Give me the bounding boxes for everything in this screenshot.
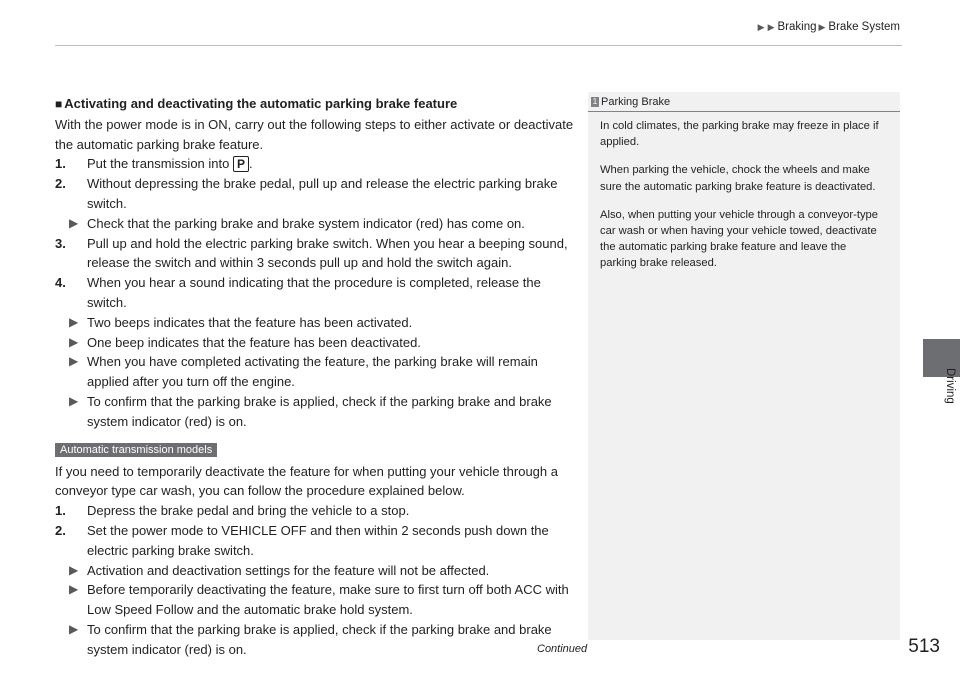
header-divider [55, 45, 902, 46]
step-substep: ▶ Check that the parking brake and brake system indicator (red) has come on. [55, 214, 575, 234]
model-badge: Automatic transmission models [55, 443, 217, 457]
step-item: 2. Without depressing the brake pedal, pull up and release the electric parking brake switch. [55, 176, 558, 211]
sidebar-paragraph: Also, when putting your vehicle through a conveyor-type car wash or when having your vehicle towed, deactivate the automatic parking brake feature and leave the parking brake released. [600, 208, 878, 270]
sidebar-paragraph: In cold climates, the parking brake may freeze in place if applied. [600, 120, 879, 149]
arrow-right-icon: ▶ [69, 215, 79, 230]
page-number: 513 [908, 636, 940, 657]
continued-label: Continued [537, 643, 588, 655]
arrow-right-icon: ▶ [69, 582, 79, 597]
step-substep: ▶ To confirm that the parking brake is applied, check if the parking brake and brake system indicator (red) is on. [69, 393, 552, 429]
arrow-right-icon: ▶ [69, 334, 79, 349]
step-item: 3. Pull up and hold the electric parking brake switch. When you hear a beeping sound, release the switch and within 3 seconds pull up and hold the switch again. [55, 235, 568, 271]
triangle-right-icon: ▶ [757, 21, 765, 32]
arrow-right-icon: ▶ [69, 562, 79, 577]
intro-paragraph: With the power mode is in ON, carry out the following steps to either activate or deactivate the automatic parking brake feature. [55, 116, 574, 152]
main-content [55, 94, 575, 660]
note-index-badge: 1 [592, 97, 598, 106]
triangle-right-icon: ▶ [818, 21, 826, 32]
step-substep: ▶ When you have completed activating the feature, the parking brake will remain applied after you turn off the engine. [69, 354, 538, 390]
sidebar-note-header [588, 92, 900, 112]
arrow-right-icon: ▶ [69, 621, 79, 636]
intro-paragraph: If you need to temporarily deactivate the feature for when putting your vehicle through a conveyor type car wash, you can follow the procedure explained below. [55, 463, 558, 499]
section-tab-label: Driving [944, 368, 956, 404]
section-heading: ■ Activating and deactivating the automatic parking brake feature [55, 96, 458, 111]
breadcrumb-item[interactable]: Brake System [828, 21, 900, 33]
breadcrumb-item[interactable]: Braking [777, 21, 817, 33]
step-substep: ▶ Before temporarily deactivating the feature, make sure to first turn off both ACC with Low Speed Follow and the automatic brake hold system. [69, 582, 569, 618]
arrow-right-icon: ▶ [69, 314, 79, 329]
step-substep: ▶ To confirm that the parking brake is applied, check if the parking brake and brake system indicator (red) is on. [69, 621, 552, 657]
triangle-right-icon: ▶ [767, 21, 775, 32]
sidebar-paragraph: When parking the vehicle, chock the wheels and make sure the automatic parking brake feature is deactivated. [600, 164, 876, 193]
breadcrumb [758, 21, 900, 33]
step-item: 1. Put the transmission into P . [55, 156, 253, 172]
square-bullet-icon: ■ [55, 97, 63, 111]
step-item: 1. Depress the brake pedal and bring the vehicle to a stop. [55, 503, 410, 519]
step-item: 4. When you hear a sound indicating that the procedure is completed, release the switch. [55, 275, 541, 310]
park-key-icon: P [233, 156, 249, 172]
arrow-right-icon: ▶ [69, 354, 79, 369]
arrow-right-icon: ▶ [69, 393, 79, 408]
step-substep: ▶ One beep indicates that the feature has been deactivated. [55, 333, 575, 353]
step-substep: ▶ Activation and deactivation settings for the feature will not be affected. [55, 561, 575, 581]
sidebar-note-title: Parking Brake [601, 96, 671, 108]
step-item: 2. Set the power mode to VEHICLE OFF and then within 2 seconds push down the electric parking brake switch. [55, 522, 549, 558]
sidebar-note-body [588, 112, 900, 272]
sidebar-note [588, 92, 900, 640]
step-substep: ▶ Two beeps indicates that the feature has been activated. [55, 313, 575, 333]
